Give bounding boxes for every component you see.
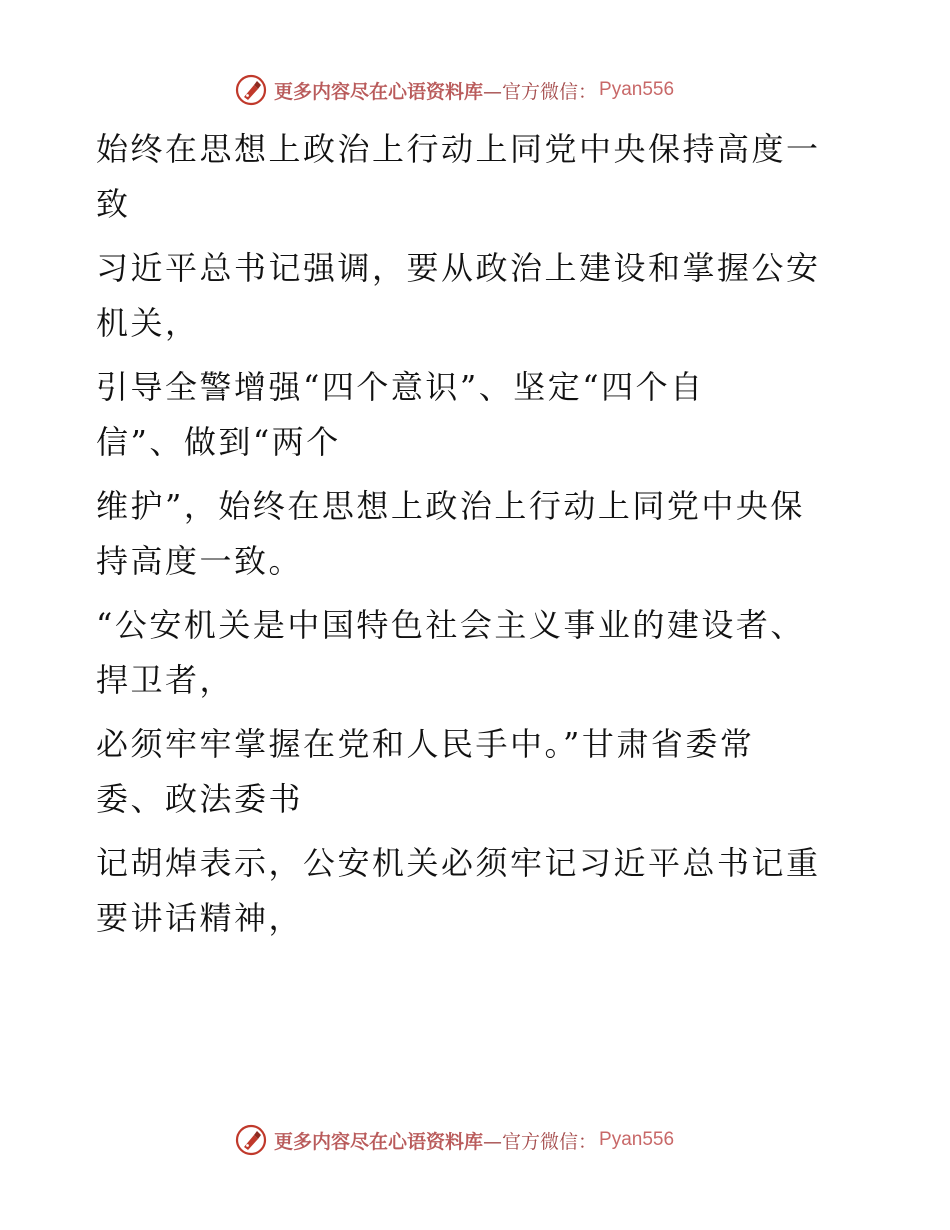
header-wechat-id: Pyan556 — [599, 79, 675, 100]
paragraph-line: 致 — [96, 185, 131, 223]
footer-wechat-label: —官方微信： — [483, 1130, 598, 1153]
article-body — [96, 122, 836, 955]
paragraph-line: 机关， — [96, 304, 200, 342]
paragraph-2 — [96, 241, 836, 351]
paragraph-7 — [96, 836, 836, 946]
paragraph-line: 委、政法委书 — [96, 780, 304, 818]
paragraph-6 — [96, 717, 836, 827]
paragraph-1 — [96, 122, 836, 232]
paragraph-line: “公安机关是中国特色社会主义事业的建设者、 — [96, 606, 805, 644]
paragraph-line: 习近平总书记强调，要从政治上建设和掌握公安 — [96, 249, 821, 287]
paragraph-line: 捍卫者， — [96, 661, 235, 699]
pen-nib-logo-icon — [234, 73, 268, 107]
paragraph-line: 持高度一致。 — [96, 542, 304, 580]
header-site-name: 更多内容尽在心语资料库 — [274, 80, 484, 103]
paragraph-line: 引导全警增强“四个意识”、坚定“四个自 — [96, 368, 705, 406]
footer-site-name: 更多内容尽在心语资料库 — [274, 1130, 484, 1153]
footer-banner — [234, 1120, 714, 1160]
paragraph-line: 始终在思想上政治上行动上同党中央保持高度一 — [96, 130, 821, 168]
footer-wechat-id: Pyan556 — [599, 1129, 675, 1150]
paragraph-4 — [96, 479, 836, 589]
paragraph-line: 必须牢牢掌握在党和人民手中。”甘肃省委常 — [96, 725, 755, 763]
paragraph-line: 要讲话精神， — [96, 899, 304, 937]
paragraph-5 — [96, 598, 836, 708]
pen-nib-logo-icon — [234, 1123, 268, 1157]
paragraph-line: 信”、做到“两个 — [96, 423, 341, 461]
paragraph-line: 维护”，始终在思想上政治上行动上同党中央保 — [96, 487, 805, 525]
header-wechat-label: —官方微信： — [483, 80, 598, 103]
paragraph-3 — [96, 360, 836, 470]
paragraph-line: 记胡焯表示，公安机关必须牢记习近平总书记重 — [96, 844, 821, 882]
header-banner — [234, 70, 714, 110]
